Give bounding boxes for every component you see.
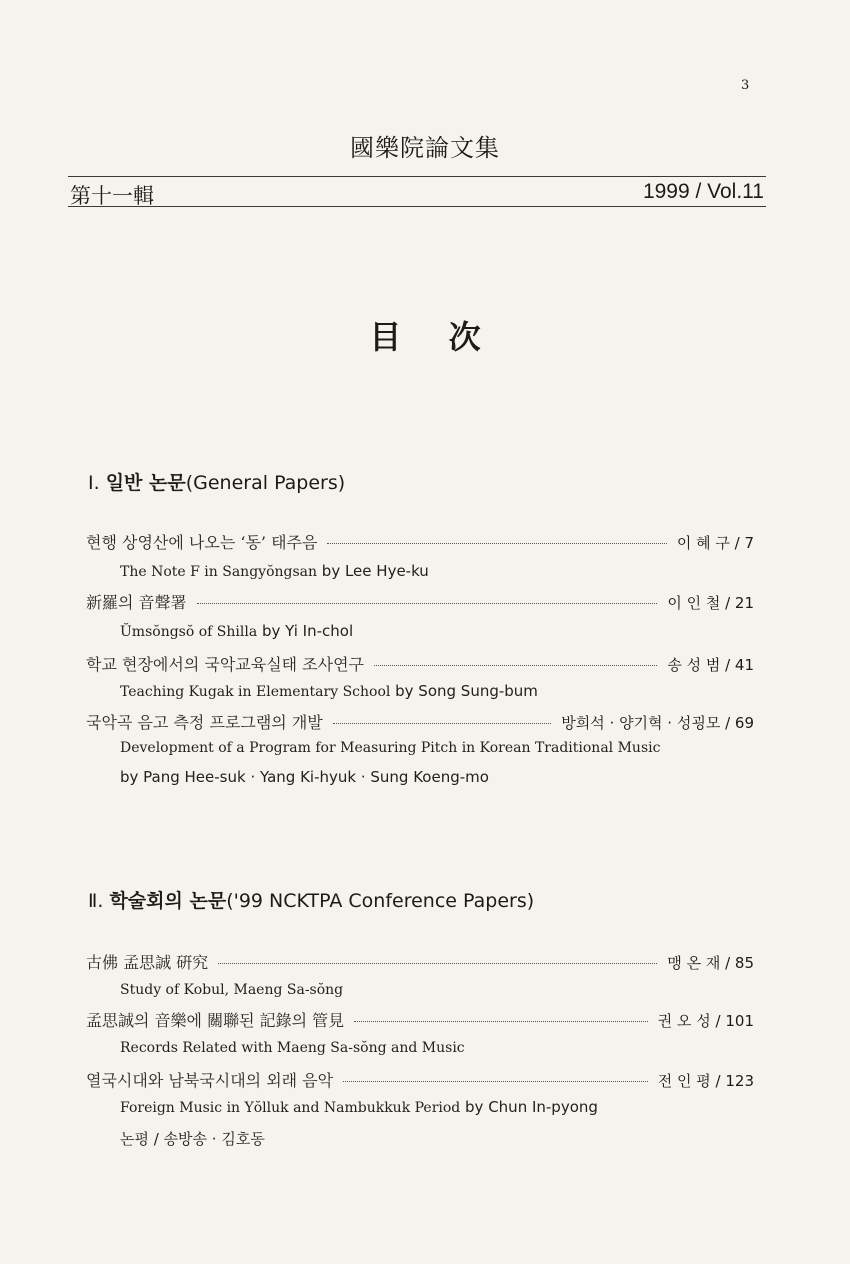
page-number: 3	[741, 78, 750, 93]
entry-english-title: Foreign Music in Yŏlluk and Nambukkuk Period by Chun In-pyong	[120, 1098, 598, 1116]
section-number: Ⅱ.	[88, 890, 104, 912]
toc-title: 目 次	[369, 318, 499, 356]
section-heading	[88, 468, 345, 495]
leader-dots	[333, 723, 552, 724]
leader-dots	[197, 603, 658, 604]
entry-author-page: 권 오 성 / 101	[657, 1012, 754, 1030]
entry-author-page: 송 성 범 / 41	[667, 656, 754, 674]
entry-english-title: Development of a Program for Measuring Pitch in Korean Traditional Music	[120, 740, 661, 756]
toc-entry	[86, 950, 754, 973]
entry-author-page: 맹 온 재 / 85	[667, 954, 754, 972]
entry-english-title: Ŭmsŏngsŏ of Shilla by Yi In-chol	[120, 622, 354, 640]
entry-english-title: Records Related with Maeng Sa-sŏng and Music	[120, 1040, 465, 1056]
section-title-en: ('99 NCKTPA Conference Papers)	[226, 890, 535, 912]
entry-title: 孟思誠의 音樂에 關聯된 記錄의 管見	[86, 1011, 345, 1030]
entry-english-title: The Note F in Sangyŏngsan by Lee Hye-ku	[120, 562, 429, 580]
leader-dots	[327, 543, 666, 544]
leader-dots	[354, 1021, 648, 1022]
toc-entry	[86, 1008, 754, 1031]
leader-dots	[374, 665, 657, 666]
entry-title: 국악곡 음고 측정 프로그램의 개발	[86, 713, 323, 732]
toc-entry	[86, 530, 754, 553]
entry-english-title: Study of Kobul, Maeng Sa-sŏng	[120, 982, 344, 998]
entry-byline: by Pang Hee-suk · Yang Ki-hyuk · Sung Koeng-mo	[120, 768, 489, 786]
journal-title: 國樂院論文集	[350, 134, 500, 162]
divider	[68, 206, 766, 207]
leader-dots	[218, 963, 657, 964]
volume-label: 第十一輯	[70, 184, 154, 208]
year-volume: 1999 / Vol.11	[642, 180, 764, 203]
section-title-ko: 일반 논문	[105, 472, 186, 494]
section-number: Ⅰ.	[88, 472, 100, 494]
toc-entry	[86, 710, 754, 733]
entry-title: 현행 상영산에 나오는 ‘동’ 태주음	[86, 533, 318, 552]
entry-english-title: Teaching Kugak in Elementary School by Song Sung-bum	[120, 682, 538, 700]
leader-dots	[343, 1081, 648, 1082]
entry-author-page: 방희석 · 양기혁 · 성굉모 / 69	[561, 714, 754, 732]
section-title-ko: 학술회의 논문	[109, 890, 227, 912]
section-heading	[88, 886, 534, 913]
entry-title: 新羅의 音聲署	[86, 593, 187, 612]
section-title-en: (General Papers)	[185, 472, 346, 494]
divider	[68, 176, 766, 177]
entry-author-page: 전 인 평 / 123	[657, 1072, 754, 1090]
entry-commentary: 논평 / 송방송 · 김호동	[120, 1130, 265, 1148]
toc-entry	[86, 652, 754, 675]
toc-entry	[86, 1068, 754, 1091]
entry-title: 古佛 孟思誠 硏究	[86, 953, 209, 972]
entry-author-page: 이 인 철 / 21	[667, 594, 754, 612]
entry-author-page: 이 혜 구 / 7	[676, 534, 754, 552]
entry-title: 학교 현장에서의 국악교육실태 조사연구	[86, 655, 365, 674]
entry-title: 열국시대와 남북국시대의 외래 음악	[86, 1071, 334, 1090]
toc-entry	[86, 590, 754, 613]
